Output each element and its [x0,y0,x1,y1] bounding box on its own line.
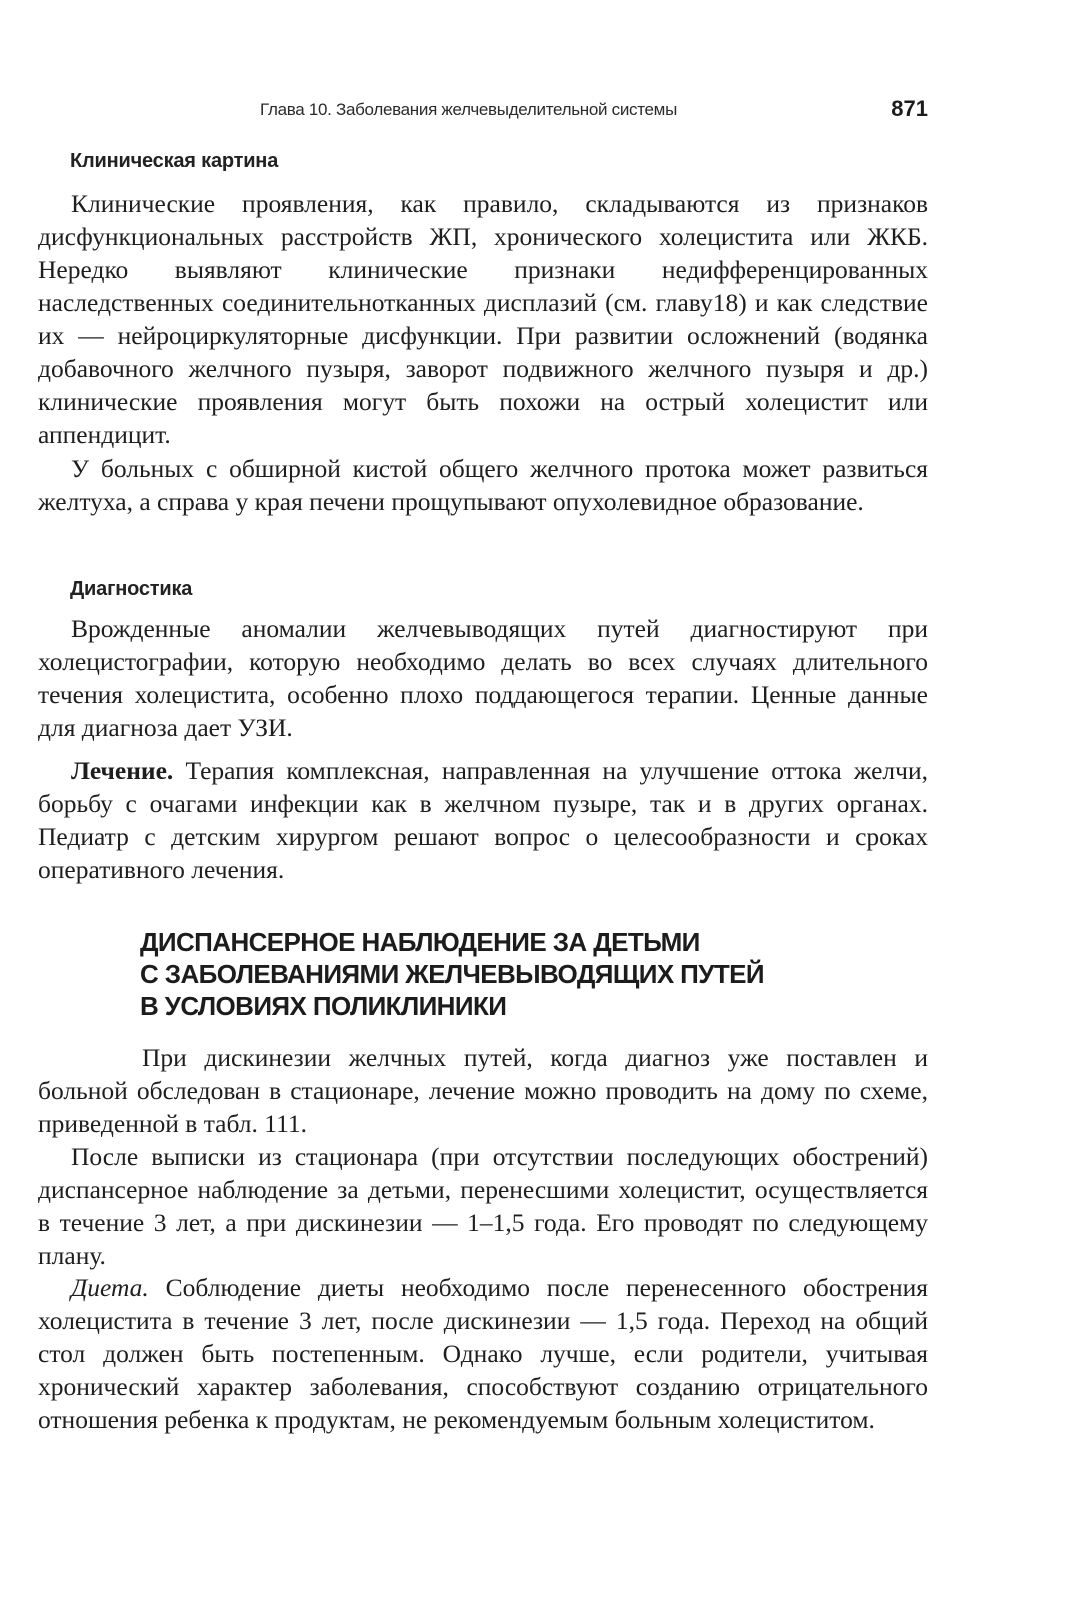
treatment-text: Терапия комплексная, направленная на улучшение оттока желчи, борьбу с очагами инфекции как в желчном пузыре, так и в других органах. Педиатр с детским хирургом решают вопрос о целесообразности и сроках оперативного лечения. [38,756,928,884]
section-heading-line: ДИСПАНСЕРНОЕ НАБЛЮДЕНИЕ ЗА ДЕТЬМИ [140,927,700,957]
paragraph-treatment [38,754,928,886]
paragraph-clinical-2: У больных с обширной кистой общего желчного протока может развиться желтуха, а справа у края печени прощупывают опухолевидное образование. [38,454,928,516]
paragraph-dispensary-2: После выписки из стационара (при отсутствии последующих обострений) диспансерное наблюдение за детьми, перенесшими холецистит, осуществляется в течение 3 лет, а при дискинезии — 1–1,5 года. Его проводят по следующему плану. [38,1142,928,1270]
page-number: 871 [891,96,928,121]
paragraph-diet [38,1271,928,1436]
paragraph-diagnostics: Врожденные аномалии желчевыводящих путей диагностируют при холецистографии, которую необходимо делать во всех случаях длительного течения холецистита, особенно плохо поддающегося терапии. Ценные данные для диагноза дает УЗИ. [38,614,928,742]
treatment-label: Лечение. [71,756,174,785]
subheading-clinical: Клиническая картина [70,150,279,172]
section-heading-dispensary [140,926,840,1022]
paragraph-dispensary-1: При дискинезии желчных путей, когда диагноз уже поставлен и больной обследован в стационаре, лечение можно проводить на дому по схеме, приведенной в табл. 111. [38,1043,928,1138]
section-heading-line: В УСЛОВИЯХ ПОЛИКЛИНИКИ [140,991,507,1021]
diet-text: Соблюдение диеты необходимо после перенесенного обострения холецистита в течение 3 лет, после дискинезии — 1,5 года. Переход на общий стол должен быть постепенным. Однако лучше, если родители, учитывая хронический характер заболевания, способствуют созданию отрицательного отношения ребенка к продуктам, не рекомендуемым больным холециститом. [38,1273,928,1434]
running-title: Глава 10. Заболевания желчевыделительной системы [260,100,677,119]
running-header [38,96,928,126]
diet-label: Диета. [71,1273,149,1302]
paragraph-clinical-1: Клинические проявления, как правило, складываются из признаков дисфункциональных расстройств ЖП, хронического холецистита или ЖКБ. Нередко выявляют клинические признаки недифференцированных наследственных соединительнотканных дисплазий (см. главу18) и как следствие их — нейроциркуляторные дисфункции. При развитии осложнений (водянка добавочного желчного пузыря, заворот подвижного желчного пузыря и др.) клинические проявления могут быть похожи на острый холецистит или аппендицит. [38,189,928,449]
subheading-diagnostics: Диагностика [70,578,193,600]
section-heading-line: С ЗАБОЛЕВАНИЯМИ ЖЕЛЧЕВЫВОДЯЩИХ ПУТЕЙ [140,959,764,989]
